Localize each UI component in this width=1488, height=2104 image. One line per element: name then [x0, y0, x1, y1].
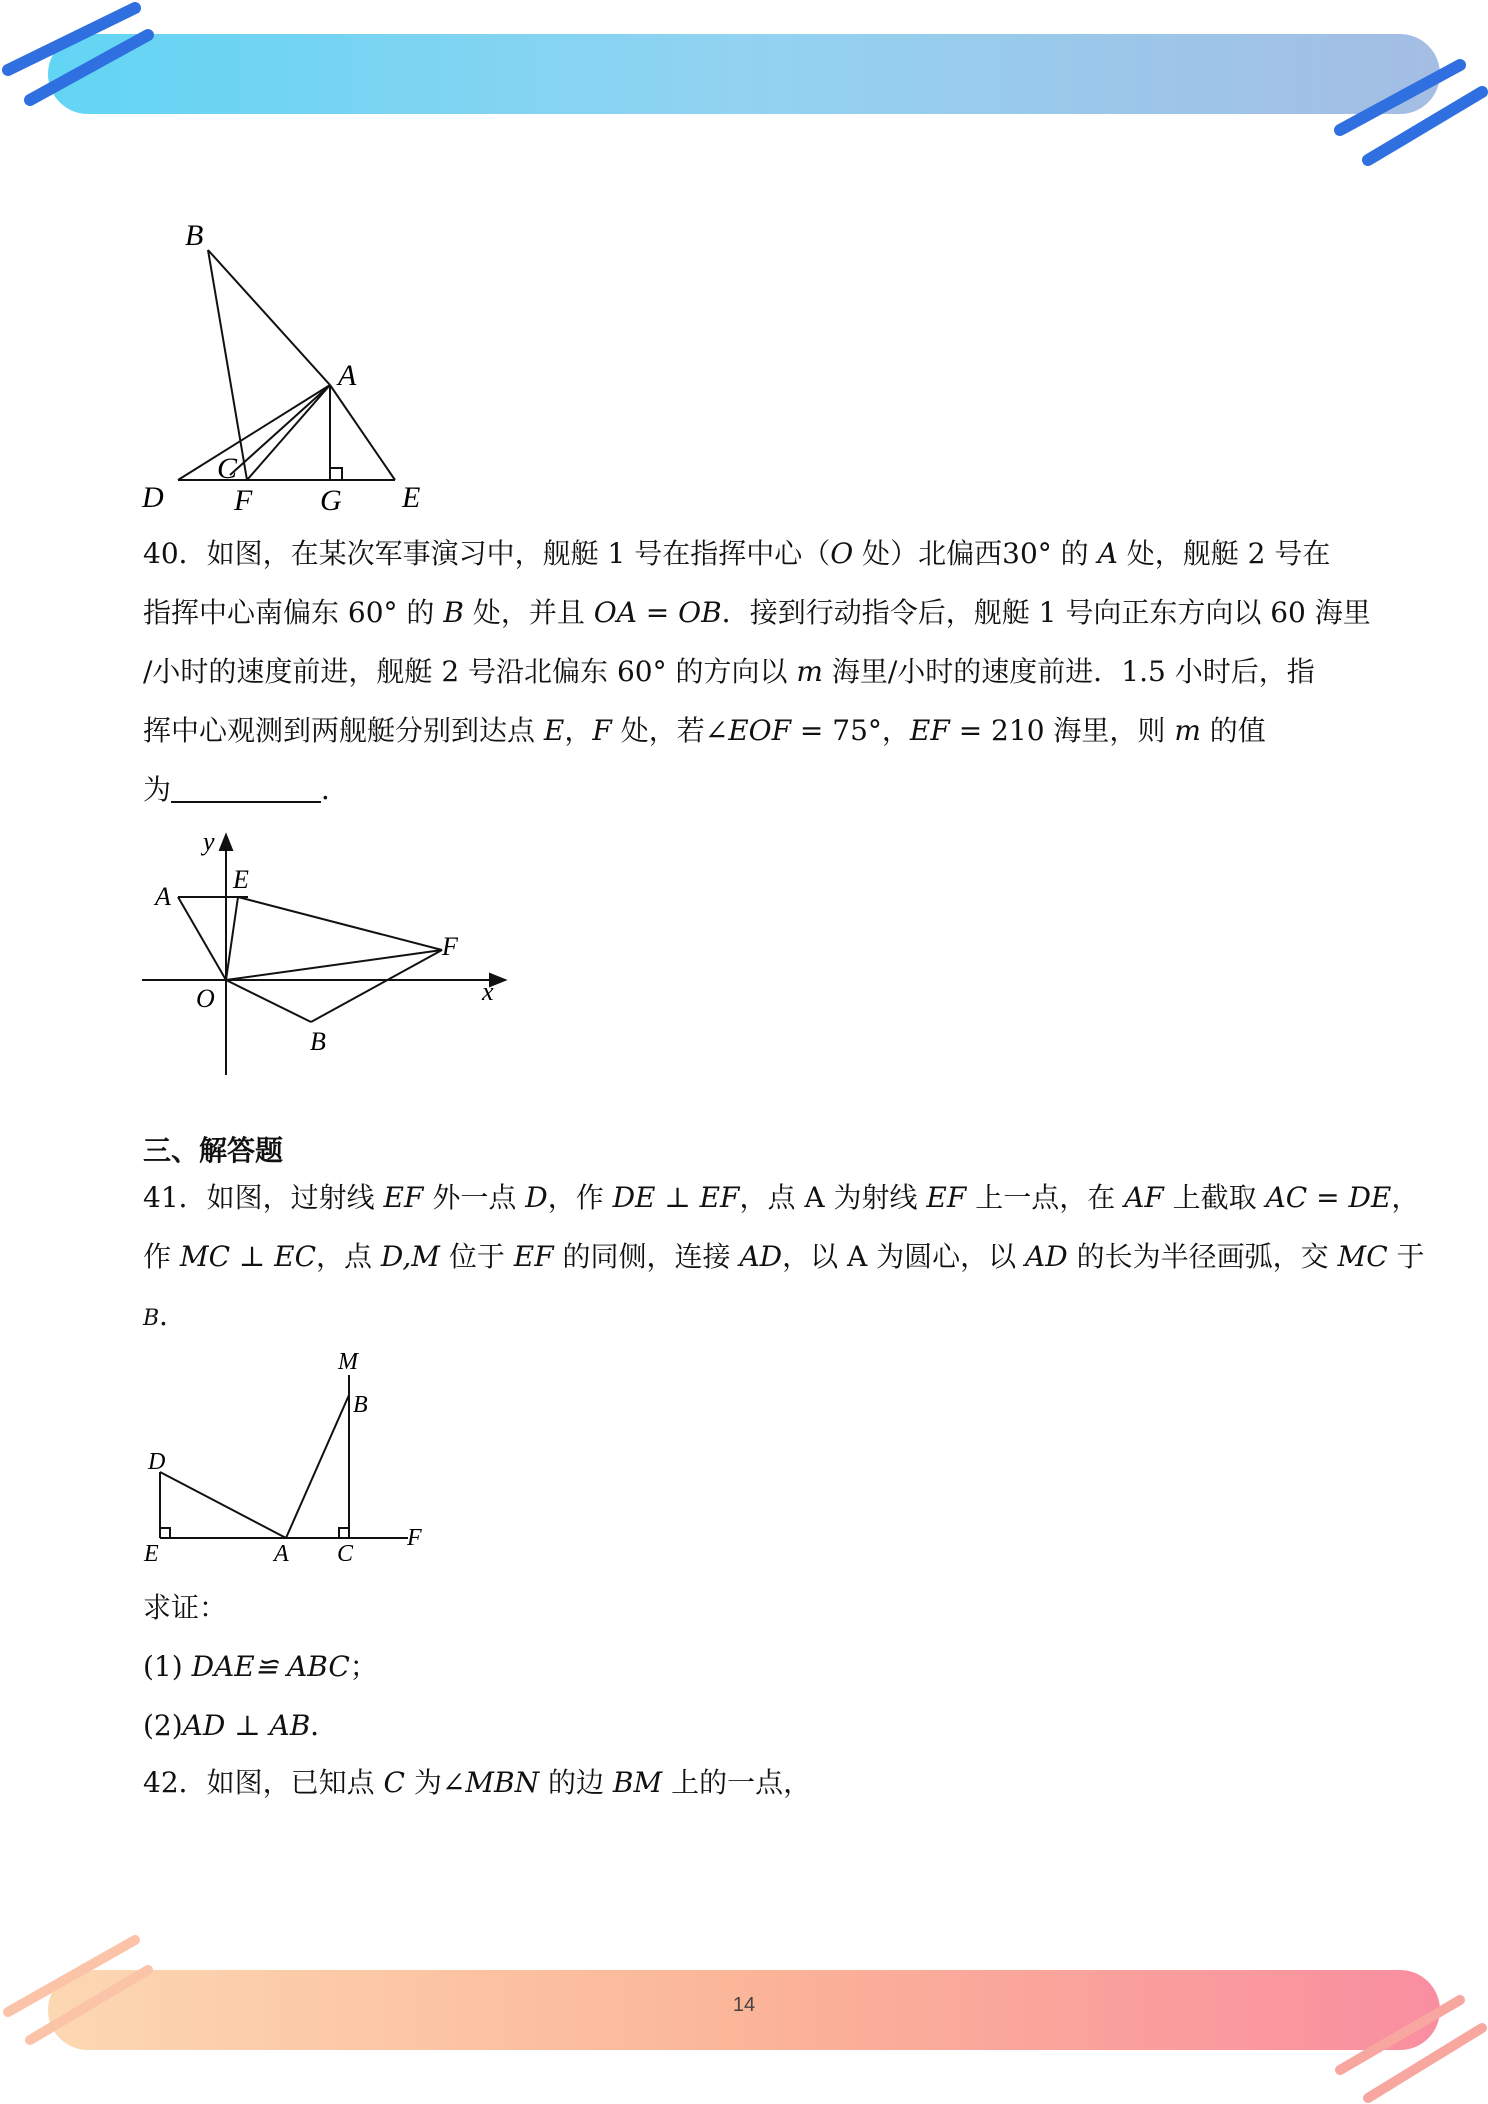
q40-line-3: /小时的速度前进，舰艇 2 号沿北偏东 60° 的方向以 m 海里/小时的速度前进．1.5 小时后，指	[143, 655, 1315, 688]
figure-40	[130, 825, 520, 1080]
q41-line-1: 41．如图，过射线 EF 外一点 D，作 DE ⊥ EF，点 A 为射线 EF 上一点，在 AF 上截取 AC = DE，	[143, 1181, 1420, 1214]
q41-line-3: B．	[143, 1299, 188, 1332]
q40-line-1: 40．如图，在某次军事演习中，舰艇 1 号在指挥中心（O 处）北偏西30° 的 A 处，舰艇 2 号在	[143, 537, 1331, 570]
label-A: A	[155, 882, 171, 911]
label-F: F	[234, 484, 253, 517]
q41-line-2: 作 MC ⊥ EC，点 D,M 位于 EF 的同侧，连接 AD，以 A 为圆心，以 AD 的长为半径画弧，交 MC 于	[143, 1240, 1425, 1273]
q41-prove: 求证：	[143, 1591, 228, 1624]
label-y: y	[203, 827, 215, 856]
label-E: E	[233, 865, 249, 894]
label-B: B	[310, 1027, 326, 1056]
label-C: C	[217, 452, 238, 485]
label-F: F	[442, 932, 458, 961]
label-A: A	[338, 359, 357, 392]
section-title: 三、解答题	[143, 1134, 284, 1167]
stripe-top-left-1	[8, 8, 135, 70]
label-B: B	[353, 1392, 368, 1418]
label-A: A	[274, 1541, 289, 1567]
answer-blank[interactable]	[171, 773, 321, 803]
label-G: G	[320, 484, 342, 517]
figure-39	[130, 210, 450, 520]
label-C: C	[337, 1541, 354, 1567]
q40-line-2: 指挥中心南偏东 60° 的 B 处，并且 OA = OB．接到行动指令后，舰艇 1 号向正东方向以 60 海里	[143, 596, 1371, 629]
q40-line-4: 挥中心观测到两舰艇分别到达点 E，F 处，若∠EOF = 75°，EF = 210 海里，则 m 的值	[143, 714, 1266, 747]
label-D: D	[142, 481, 164, 514]
label-E: E	[144, 1541, 159, 1567]
q41-part-1: (1) DAE≌ ABC；	[143, 1650, 378, 1683]
q40-line-5: 为 ．	[143, 773, 350, 806]
label-M: M	[338, 1349, 358, 1375]
q42-line-1: 42．如图，已知点 C 为∠MBN 的边 BM 上的一点，	[143, 1766, 812, 1799]
page-number: 14	[732, 1994, 756, 2016]
label-B: B	[185, 219, 204, 252]
label-O: O	[196, 984, 215, 1013]
label-x: x	[482, 977, 494, 1006]
label-F: F	[407, 1525, 422, 1551]
figure-41	[130, 1345, 440, 1570]
label-E: E	[402, 481, 421, 514]
q41-part-2: (2)AD ⊥ AB．	[143, 1709, 339, 1742]
label-D: D	[148, 1449, 166, 1475]
